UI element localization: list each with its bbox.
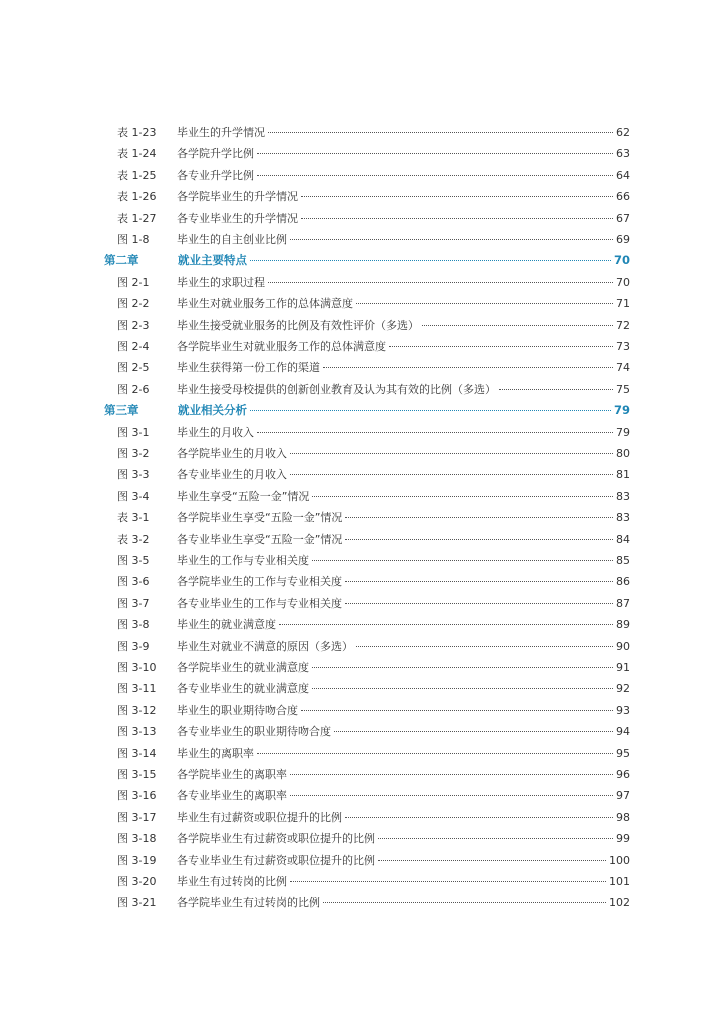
- dot-leader: [290, 774, 613, 775]
- page-number: 79: [613, 403, 630, 418]
- page-number: 96: [616, 768, 630, 781]
- toc-entry-row[interactable]: [117, 702, 630, 718]
- entry-label: 图 3-6: [117, 575, 150, 589]
- entry-title: 各专业毕业生享受“五险一金”情况: [177, 532, 343, 546]
- entry-label: 图 2-6: [117, 382, 150, 396]
- dot-leader: [499, 389, 613, 390]
- page-number: 84: [616, 532, 630, 546]
- entry-title: 各学院毕业生对就业服务工作的总体满意度: [177, 340, 386, 353]
- page-number: 74: [616, 361, 630, 375]
- dot-leader: [290, 453, 613, 454]
- dot-leader: [356, 303, 613, 304]
- page-number: 86: [616, 575, 630, 589]
- toc-entry-row[interactable]: [117, 766, 630, 782]
- page-number: 66: [616, 190, 630, 204]
- entry-title: 毕业生接受母校提供的创新创业教育及认为其有效的比例（多选）: [177, 382, 496, 396]
- toc-entry-row[interactable]: [117, 274, 630, 290]
- page-number: 90: [616, 639, 630, 653]
- entry-title: 各专业毕业生的离职率: [177, 789, 287, 803]
- entry-label: 表 1-23: [117, 126, 157, 139]
- dot-leader: [312, 560, 613, 561]
- entry-title: 各专业毕业生的升学情况: [177, 211, 298, 225]
- entry-label: 图 2-1: [117, 275, 150, 289]
- entry-label: 图 3-13: [117, 725, 157, 739]
- chapter-label: 第三章: [104, 403, 139, 418]
- toc-entry-row[interactable]: [117, 188, 630, 204]
- entry-label: 图 2-4: [117, 340, 150, 353]
- dot-leader: [345, 517, 613, 518]
- entry-title: 毕业生接受就业服务的比例及有效性评价（多选）: [177, 318, 419, 332]
- entry-label: 表 3-2: [117, 532, 150, 546]
- page-number: 72: [616, 318, 630, 332]
- entry-title: 毕业生对就业不满意的原因（多选）: [177, 639, 353, 653]
- entry-title: 毕业生的职业期待吻合度: [177, 703, 298, 717]
- dot-leader: [250, 410, 611, 411]
- toc-entry-row[interactable]: [117, 424, 630, 440]
- entry-label: 表 1-25: [117, 168, 157, 182]
- entry-label: 图 2-5: [117, 361, 150, 375]
- entry-label: 表 1-27: [117, 211, 157, 225]
- entry-label: 图 3-8: [117, 618, 150, 632]
- page-number: 91: [616, 661, 630, 674]
- entry-title: 各专业毕业生的职业期待吻合度: [177, 725, 331, 739]
- page-number: 64: [616, 168, 630, 182]
- toc-entry-row[interactable]: [117, 552, 630, 568]
- entry-label: 图 3-14: [117, 746, 157, 760]
- entry-label: 图 3-4: [117, 489, 150, 503]
- page-number: 101: [609, 875, 630, 888]
- dot-leader: [378, 838, 613, 839]
- page-number: 93: [616, 703, 630, 717]
- page-number: 73: [616, 340, 630, 353]
- entry-label: 图 3-10: [117, 661, 157, 674]
- entry-title: 毕业生的求职过程: [177, 275, 265, 289]
- dot-leader: [334, 731, 613, 732]
- page-number: 100: [609, 853, 630, 867]
- entry-label: 图 1-8: [117, 233, 150, 246]
- toc-entry-row[interactable]: [117, 745, 630, 761]
- entry-label: 图 3-21: [117, 896, 157, 910]
- page-number: 63: [616, 147, 630, 161]
- toc-entry-row[interactable]: [117, 787, 630, 803]
- entry-title: 毕业生的升学情况: [177, 126, 265, 139]
- page-number: 83: [616, 489, 630, 503]
- toc-entry-row[interactable]: [117, 295, 630, 311]
- entry-label: 表 1-26: [117, 190, 157, 204]
- entry-title: 毕业生有过转岗的比例: [177, 875, 287, 888]
- dot-leader: [312, 667, 613, 668]
- dot-leader: [345, 539, 613, 540]
- entry-title: 各学院升学比例: [177, 147, 254, 161]
- entry-label: 图 3-5: [117, 554, 150, 567]
- entry-title: 各学院毕业生的离职率: [177, 768, 287, 781]
- page-number: 67: [616, 211, 630, 225]
- entry-label: 图 3-2: [117, 447, 150, 460]
- entry-label: 图 3-16: [117, 789, 157, 803]
- page-number: 80: [616, 447, 630, 460]
- dot-leader: [345, 817, 613, 818]
- page-number: 69: [616, 233, 630, 246]
- page-number: 102: [609, 896, 630, 910]
- toc-entry-row[interactable]: [117, 359, 630, 375]
- entry-label: 图 3-9: [117, 639, 150, 653]
- toc-entry-row[interactable]: [117, 852, 630, 868]
- toc-entry-row[interactable]: [117, 381, 630, 397]
- toc-entry-row[interactable]: [117, 894, 630, 910]
- entry-label: 图 3-19: [117, 853, 157, 867]
- page-number: 70: [616, 275, 630, 289]
- dot-leader: [257, 432, 613, 433]
- dot-leader: [312, 496, 613, 497]
- dot-leader: [257, 175, 613, 176]
- toc-entry-row[interactable]: [117, 338, 630, 354]
- entry-title: 毕业生享受“五险一金”情况: [177, 489, 310, 503]
- toc-entry-row[interactable]: [117, 809, 630, 825]
- entry-title: 毕业生的自主创业比例: [177, 233, 287, 246]
- entry-label: 图 2-3: [117, 318, 150, 332]
- toc-entry-row[interactable]: [117, 680, 630, 696]
- dot-leader: [378, 860, 606, 861]
- dot-leader: [345, 581, 613, 582]
- page-number: 92: [616, 682, 630, 696]
- dot-leader: [323, 367, 613, 368]
- dot-leader: [301, 218, 613, 219]
- dot-leader: [290, 474, 613, 475]
- page-number: 89: [616, 618, 630, 632]
- entry-label: 图 3-20: [117, 875, 157, 888]
- dot-leader: [268, 132, 613, 133]
- entry-title: 毕业生对就业服务工作的总体满意度: [177, 297, 353, 311]
- dot-leader: [279, 624, 613, 625]
- toc-entry-row[interactable]: [117, 466, 630, 482]
- toc-entry-row[interactable]: [117, 638, 630, 654]
- toc-entry-row[interactable]: [117, 145, 630, 161]
- page-number: 79: [616, 425, 630, 439]
- page-number: 75: [616, 382, 630, 396]
- entry-label: 图 3-12: [117, 703, 157, 717]
- dot-leader: [323, 902, 606, 903]
- dot-leader: [301, 710, 613, 711]
- toc-entry-row[interactable]: [117, 124, 630, 140]
- chapter-label: 第二章: [104, 253, 139, 268]
- entry-label: 图 3-11: [117, 682, 157, 696]
- dot-leader: [257, 753, 613, 754]
- entry-label: 表 3-1: [117, 511, 150, 525]
- dot-leader: [312, 688, 613, 689]
- toc-entry-row[interactable]: [117, 509, 630, 525]
- page-number: 62: [616, 126, 630, 139]
- toc-entry-row[interactable]: [117, 317, 630, 333]
- toc-entry-row[interactable]: [117, 616, 630, 632]
- toc-entry-row[interactable]: [117, 488, 630, 504]
- dot-leader: [290, 881, 606, 882]
- entry-title: 各学院毕业生的月收入: [177, 447, 287, 460]
- page-number: 81: [616, 468, 630, 482]
- toc-entry-row[interactable]: [117, 723, 630, 739]
- dot-leader: [389, 346, 613, 347]
- entry-title: 各学院毕业生的升学情况: [177, 190, 298, 204]
- entry-title: 各专业毕业生有过薪资或职位提升的比例: [177, 853, 375, 867]
- toc-entry-row[interactable]: [117, 210, 630, 226]
- toc-entry-row[interactable]: [117, 873, 630, 889]
- toc-entry-row[interactable]: [117, 167, 630, 183]
- entry-title: 毕业生的就业满意度: [177, 618, 276, 632]
- toc-chapter-row[interactable]: [104, 402, 630, 418]
- dot-leader: [257, 153, 613, 154]
- dot-leader: [422, 325, 613, 326]
- entry-title: 各专业毕业生的就业满意度: [177, 682, 309, 696]
- dot-leader: [268, 282, 613, 283]
- entry-title: 各学院毕业生有过薪资或职位提升的比例: [177, 832, 375, 846]
- dot-leader: [290, 795, 613, 796]
- entry-title: 毕业生的离职率: [177, 746, 254, 760]
- entry-label: 图 3-15: [117, 768, 157, 781]
- dot-leader: [301, 196, 613, 197]
- entry-title: 各学院毕业生有过转岗的比例: [177, 896, 320, 910]
- page-number: 70: [613, 253, 630, 268]
- chapter-title: 就业主要特点: [178, 253, 247, 268]
- entry-label: 图 3-1: [117, 425, 150, 439]
- dot-leader: [356, 646, 613, 647]
- dot-leader: [250, 260, 611, 261]
- entry-title: 毕业生的月收入: [177, 425, 254, 439]
- entry-title: 毕业生的工作与专业相关度: [177, 554, 309, 567]
- entry-title: 毕业生有过薪资或职位提升的比例: [177, 810, 342, 824]
- entry-label: 图 3-7: [117, 596, 150, 610]
- toc-entry-row[interactable]: [117, 231, 630, 247]
- page-number: 85: [616, 554, 630, 567]
- toc-entry-row[interactable]: [117, 531, 630, 547]
- entry-label: 图 2-2: [117, 297, 150, 311]
- page-number: 87: [616, 596, 630, 610]
- toc-entry-row[interactable]: [117, 659, 630, 675]
- page-number: 97: [616, 789, 630, 803]
- page-number: 83: [616, 511, 630, 525]
- entry-title: 各专业毕业生的工作与专业相关度: [177, 596, 342, 610]
- entry-title: 各学院毕业生享受“五险一金”情况: [177, 511, 343, 525]
- dot-leader: [290, 239, 613, 240]
- page-number: 95: [616, 746, 630, 760]
- dot-leader: [345, 603, 613, 604]
- entry-title: 各专业升学比例: [177, 168, 254, 182]
- toc-chapter-row[interactable]: [104, 252, 630, 268]
- page-number: 99: [616, 832, 630, 846]
- page-number: 98: [616, 810, 630, 824]
- toc-entry-row[interactable]: [117, 573, 630, 589]
- toc-entry-row[interactable]: [117, 830, 630, 846]
- toc-entry-row[interactable]: [117, 595, 630, 611]
- entry-label: 表 1-24: [117, 147, 157, 161]
- entry-title: 各专业毕业生的月收入: [177, 468, 287, 482]
- page-number: 71: [616, 297, 630, 311]
- entry-title: 各学院毕业生的就业满意度: [177, 661, 309, 674]
- entry-label: 图 3-3: [117, 468, 150, 482]
- entry-title: 各学院毕业生的工作与专业相关度: [177, 575, 342, 589]
- page-number: 94: [616, 725, 630, 739]
- toc-entry-row[interactable]: [117, 445, 630, 461]
- entry-label: 图 3-17: [117, 810, 157, 824]
- entry-label: 图 3-18: [117, 832, 157, 846]
- entry-title: 毕业生获得第一份工作的渠道: [177, 361, 320, 375]
- chapter-title: 就业相关分析: [178, 403, 247, 418]
